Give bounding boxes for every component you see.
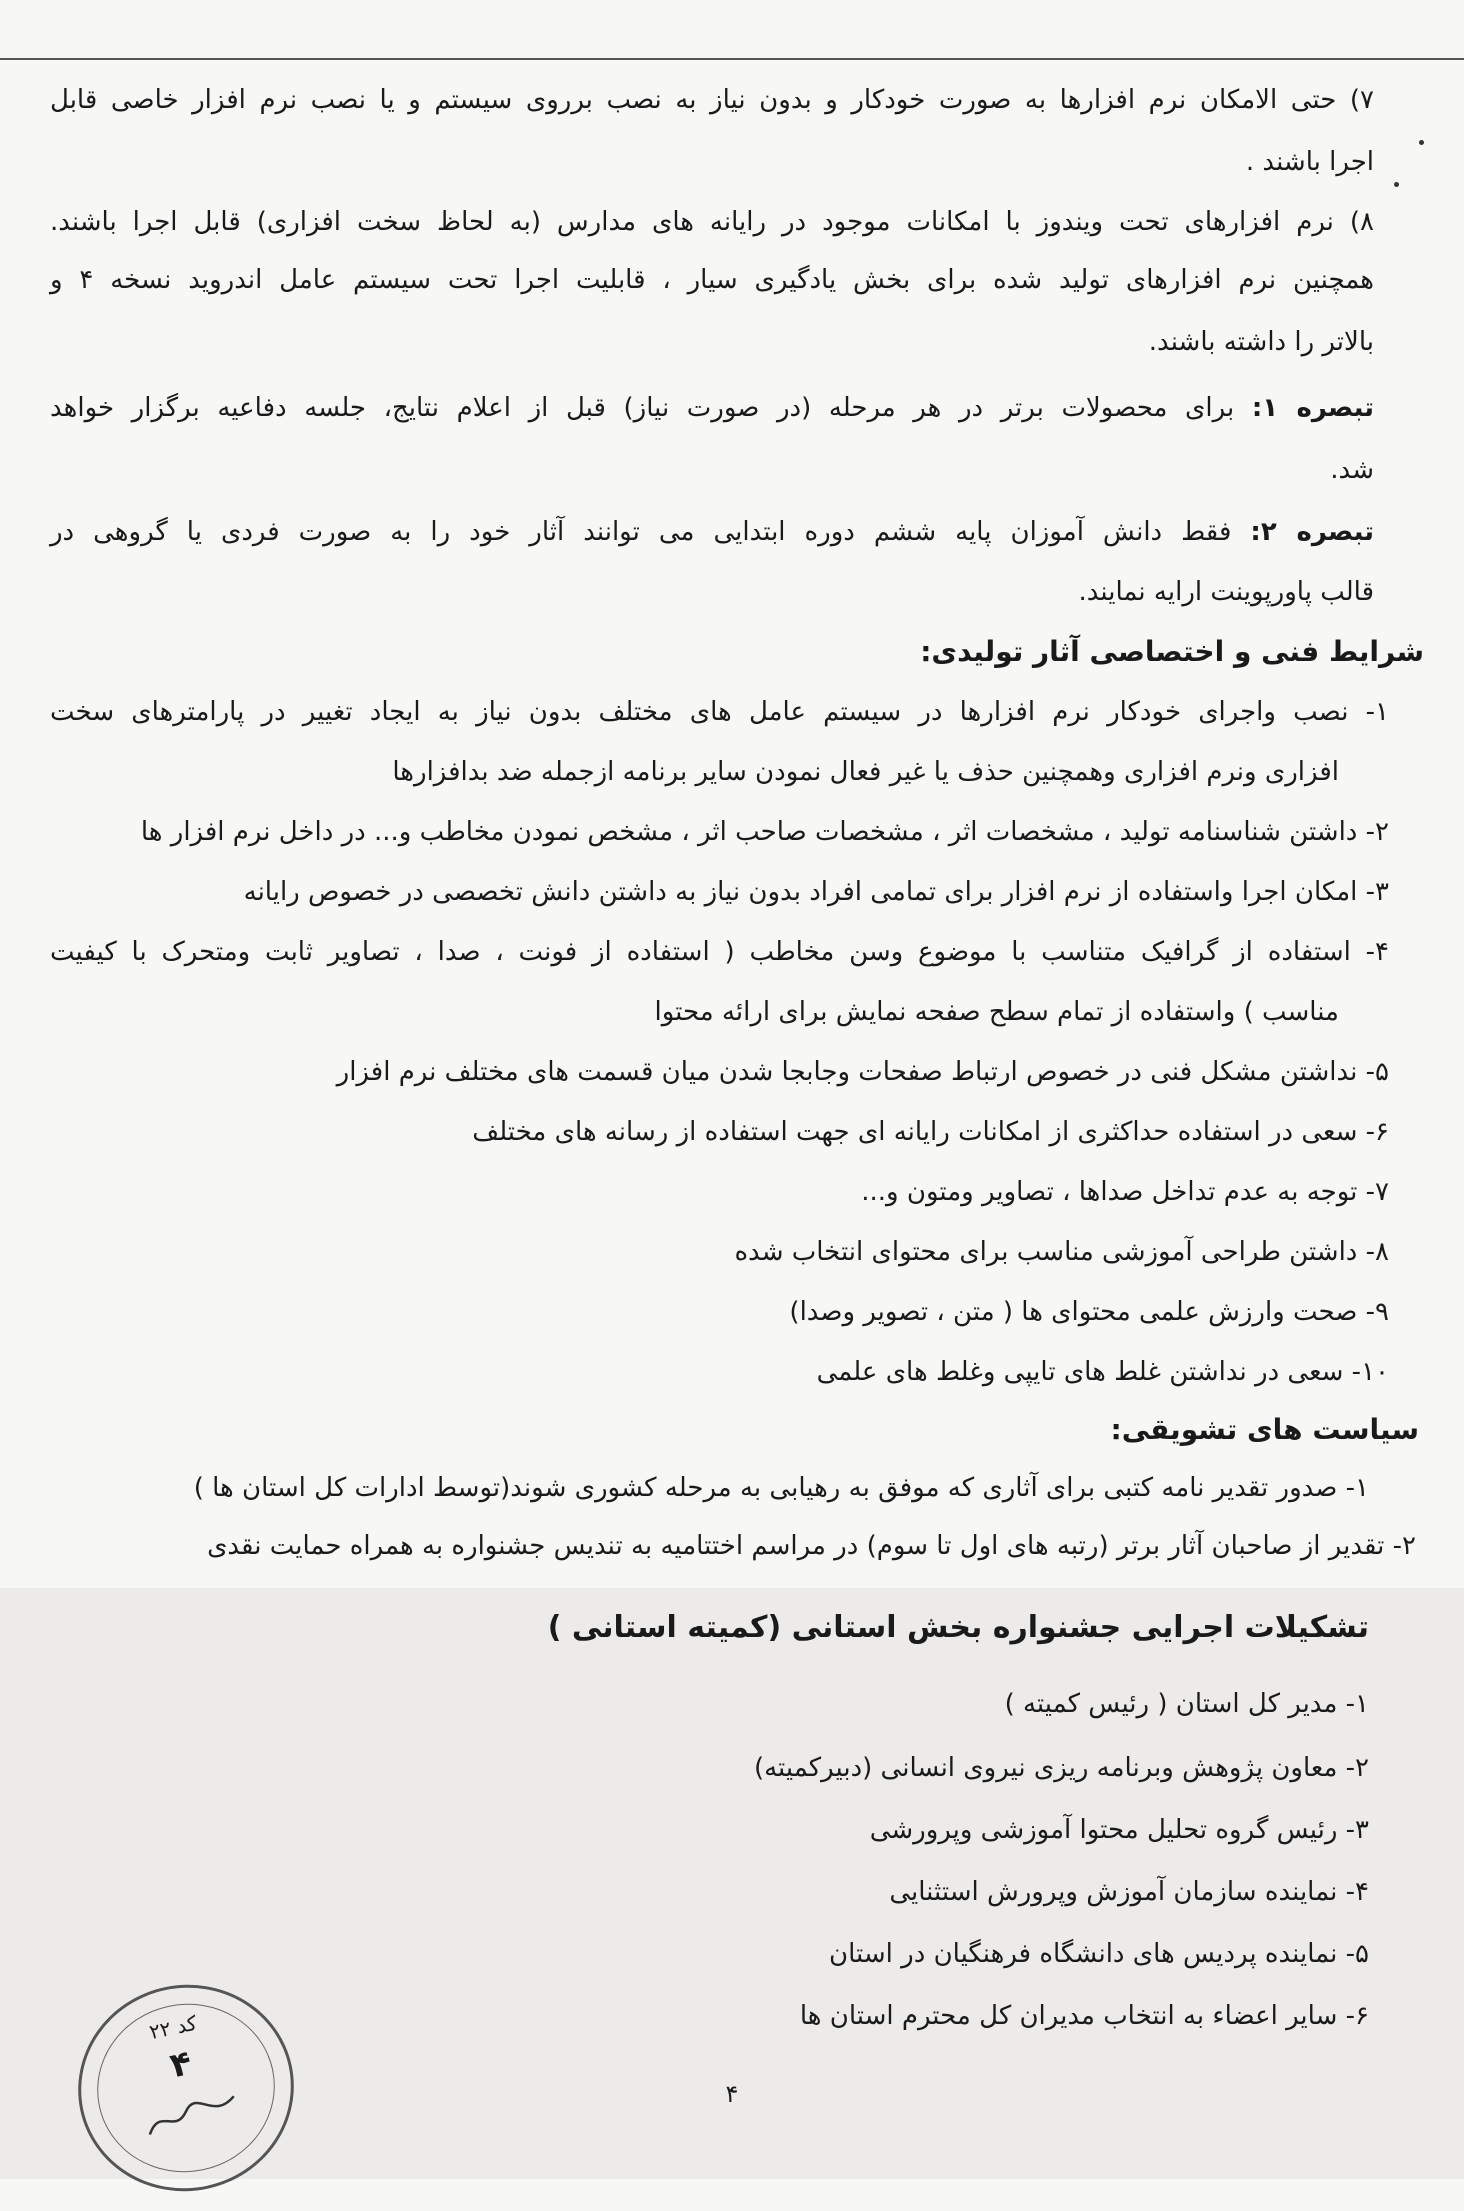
note-2-line-1 <box>50 514 1374 550</box>
note-1-line-1 <box>50 390 1374 426</box>
tech-item-1-line-2: افزاری ونرم افزاری وهمچنین حذف یا غیر فعال نمودن سایر برنامه ازجمله ضد بدافزارها <box>392 757 1339 787</box>
note-2-text: فقط دانش آموزان پایه ششم دوره ابتدایی می توانند آثار خود را به صورت فردی یا گروهی در <box>50 517 1251 547</box>
tech-item-4-line-1: ۴- استفاده از گرافیک متناسب با موضوع وسن مخاطب ( استفاده از فونت ، صدا ، تصاویر ثابت ومتحرک با کیفیت <box>50 937 1389 967</box>
scan-speck <box>1419 140 1424 145</box>
item-7-line-1: ۷) حتی الامکان نرم افزارها به صورت خودکار و بدون نیاز به نصب برروی سیستم و یا نصب نرم افزار خاصی قابل <box>50 85 1374 115</box>
committee-item-6: ۶- سایر اعضاء به انتخاب مدیران کل محترم استان ها <box>799 2001 1369 2031</box>
tech-item-6: ۶- سعی در استفاده حداکثری از امکانات رایانه ای جهت استفاده از رسانه های مختلف <box>472 1117 1389 1147</box>
incentive-section-title: سیاست های تشویقی: <box>1110 1413 1419 1446</box>
tech-item-4-line-2: مناسب ) واستفاده از تمام سطح صفحه نمایش برای ارائه محتوا <box>654 997 1339 1027</box>
committee-item-5: ۵- نماینده پردیس های دانشگاه فرهنگیان در استان <box>829 1939 1369 1969</box>
top-rule <box>0 58 1464 60</box>
tech-item-3: ۳- امکان اجرا واستفاده از نرم افزار برای تمامی افراد بدون نیاز به داشتن دانش تخصصی در خصوص رایانه <box>243 877 1389 907</box>
item-8-line-1: ۸) نرم افزارهای تحت ویندوز با امکانات موجود در رایانه های مدارس (به لحاظ سخت افزاری) قابل اجرا باشند. <box>50 207 1374 237</box>
incentive-item-2: ۲- تقدیر از صاحبان آثار برتر (رتبه های اول تا سوم) در مراسم اختتامیه به تندیس جشنواره به همراه حمایت نقدی <box>207 1531 1416 1561</box>
tech-item-5: ۵- نداشتن مشکل فنی در خصوص ارتباط صفحات وجابجا شدن میان قسمت های مختلف نرم افزار <box>336 1057 1389 1087</box>
committee-item-3: ۳- رئیس گروه تحلیل محتوا آموزشی وپرورشی <box>869 1815 1369 1845</box>
item-7-line-2: اجرا باشند . <box>1245 147 1374 177</box>
note-2-line-2: قالب پاورپوینت ارایه نمایند. <box>1078 577 1374 607</box>
note-1-label: تبصره ۱: <box>1251 393 1374 423</box>
tech-item-9: ۹- صحت وارزش علمی محتوای ها ( متن ، تصویر وصدا) <box>789 1297 1389 1327</box>
tech-item-7: ۷- توجه به عدم تداخل صداها ، تصاویر ومتون و... <box>861 1177 1389 1207</box>
note-1-text: برای محصولات برتر در هر مرحله (در صورت نیاز) قبل از اعلام نتایج، جلسه دفاعیه برگزار خواهد <box>50 393 1252 423</box>
tech-item-8: ۸- داشتن طراحی آموزشی مناسب برای محتوای انتخاب شده <box>734 1237 1389 1267</box>
committee-item-1: ۱- مدیر کل استان ( رئیس کمیته ) <box>1004 1689 1369 1719</box>
page-number: ۴ <box>725 2080 739 2108</box>
stamp-code: کد ۲۲ <box>147 2010 200 2045</box>
technical-section-title: شرایط فنی و اختصاصی آثار تولیدی: <box>920 635 1424 668</box>
item-8-line-3: بالاتر را داشته باشند. <box>1148 327 1374 357</box>
tech-item-1-line-1: ۱- نصب واجرای خودکار نرم افزارها در سیستم عامل های مختلف بدون نیاز به ایجاد تغییر در پارامترهای سخت <box>50 697 1389 727</box>
tech-item-10: ۱۰- سعی در نداشتن غلط های تایپی وغلط های علمی <box>816 1357 1389 1387</box>
committee-item-4: ۴- نماینده سازمان آموزش وپرورش استثنایی <box>889 1877 1369 1907</box>
scan-speck <box>1394 182 1399 187</box>
stamp-number: ۴ <box>166 2042 196 2087</box>
tech-item-2: ۲- داشتن شناسنامه تولید ، مشخصات اثر ، مشخصات صاحب اثر ، مشخص نمودن مخاطب و... در داخل نرم افزار ها <box>140 817 1389 847</box>
committee-item-2: ۲- معاون پژوهش وبرنامه ریزی نیروی انسانی (دبیرکمیته) <box>753 1753 1369 1783</box>
note-2-label: تبصره ۲: <box>1250 517 1374 547</box>
incentive-item-1: ۱- صدور تقدیر نامه کتبی برای آثاری که موفق به رهیابی به مرحله کشوری شوند(توسط ادارات کل استان ها ) <box>193 1473 1369 1503</box>
note-1-line-2: شد. <box>1330 455 1374 485</box>
committee-section-title: تشکیلات اجرایی جشنواره بخش استانی (کمیته استانی ) <box>547 1610 1369 1645</box>
item-8-line-2: همچنین نرم افزارهای تولید شده برای بخش یادگیری سیار ، قابلیت اجرا تحت سیستم عامل اندروید نسخه ۴ و <box>50 265 1374 295</box>
